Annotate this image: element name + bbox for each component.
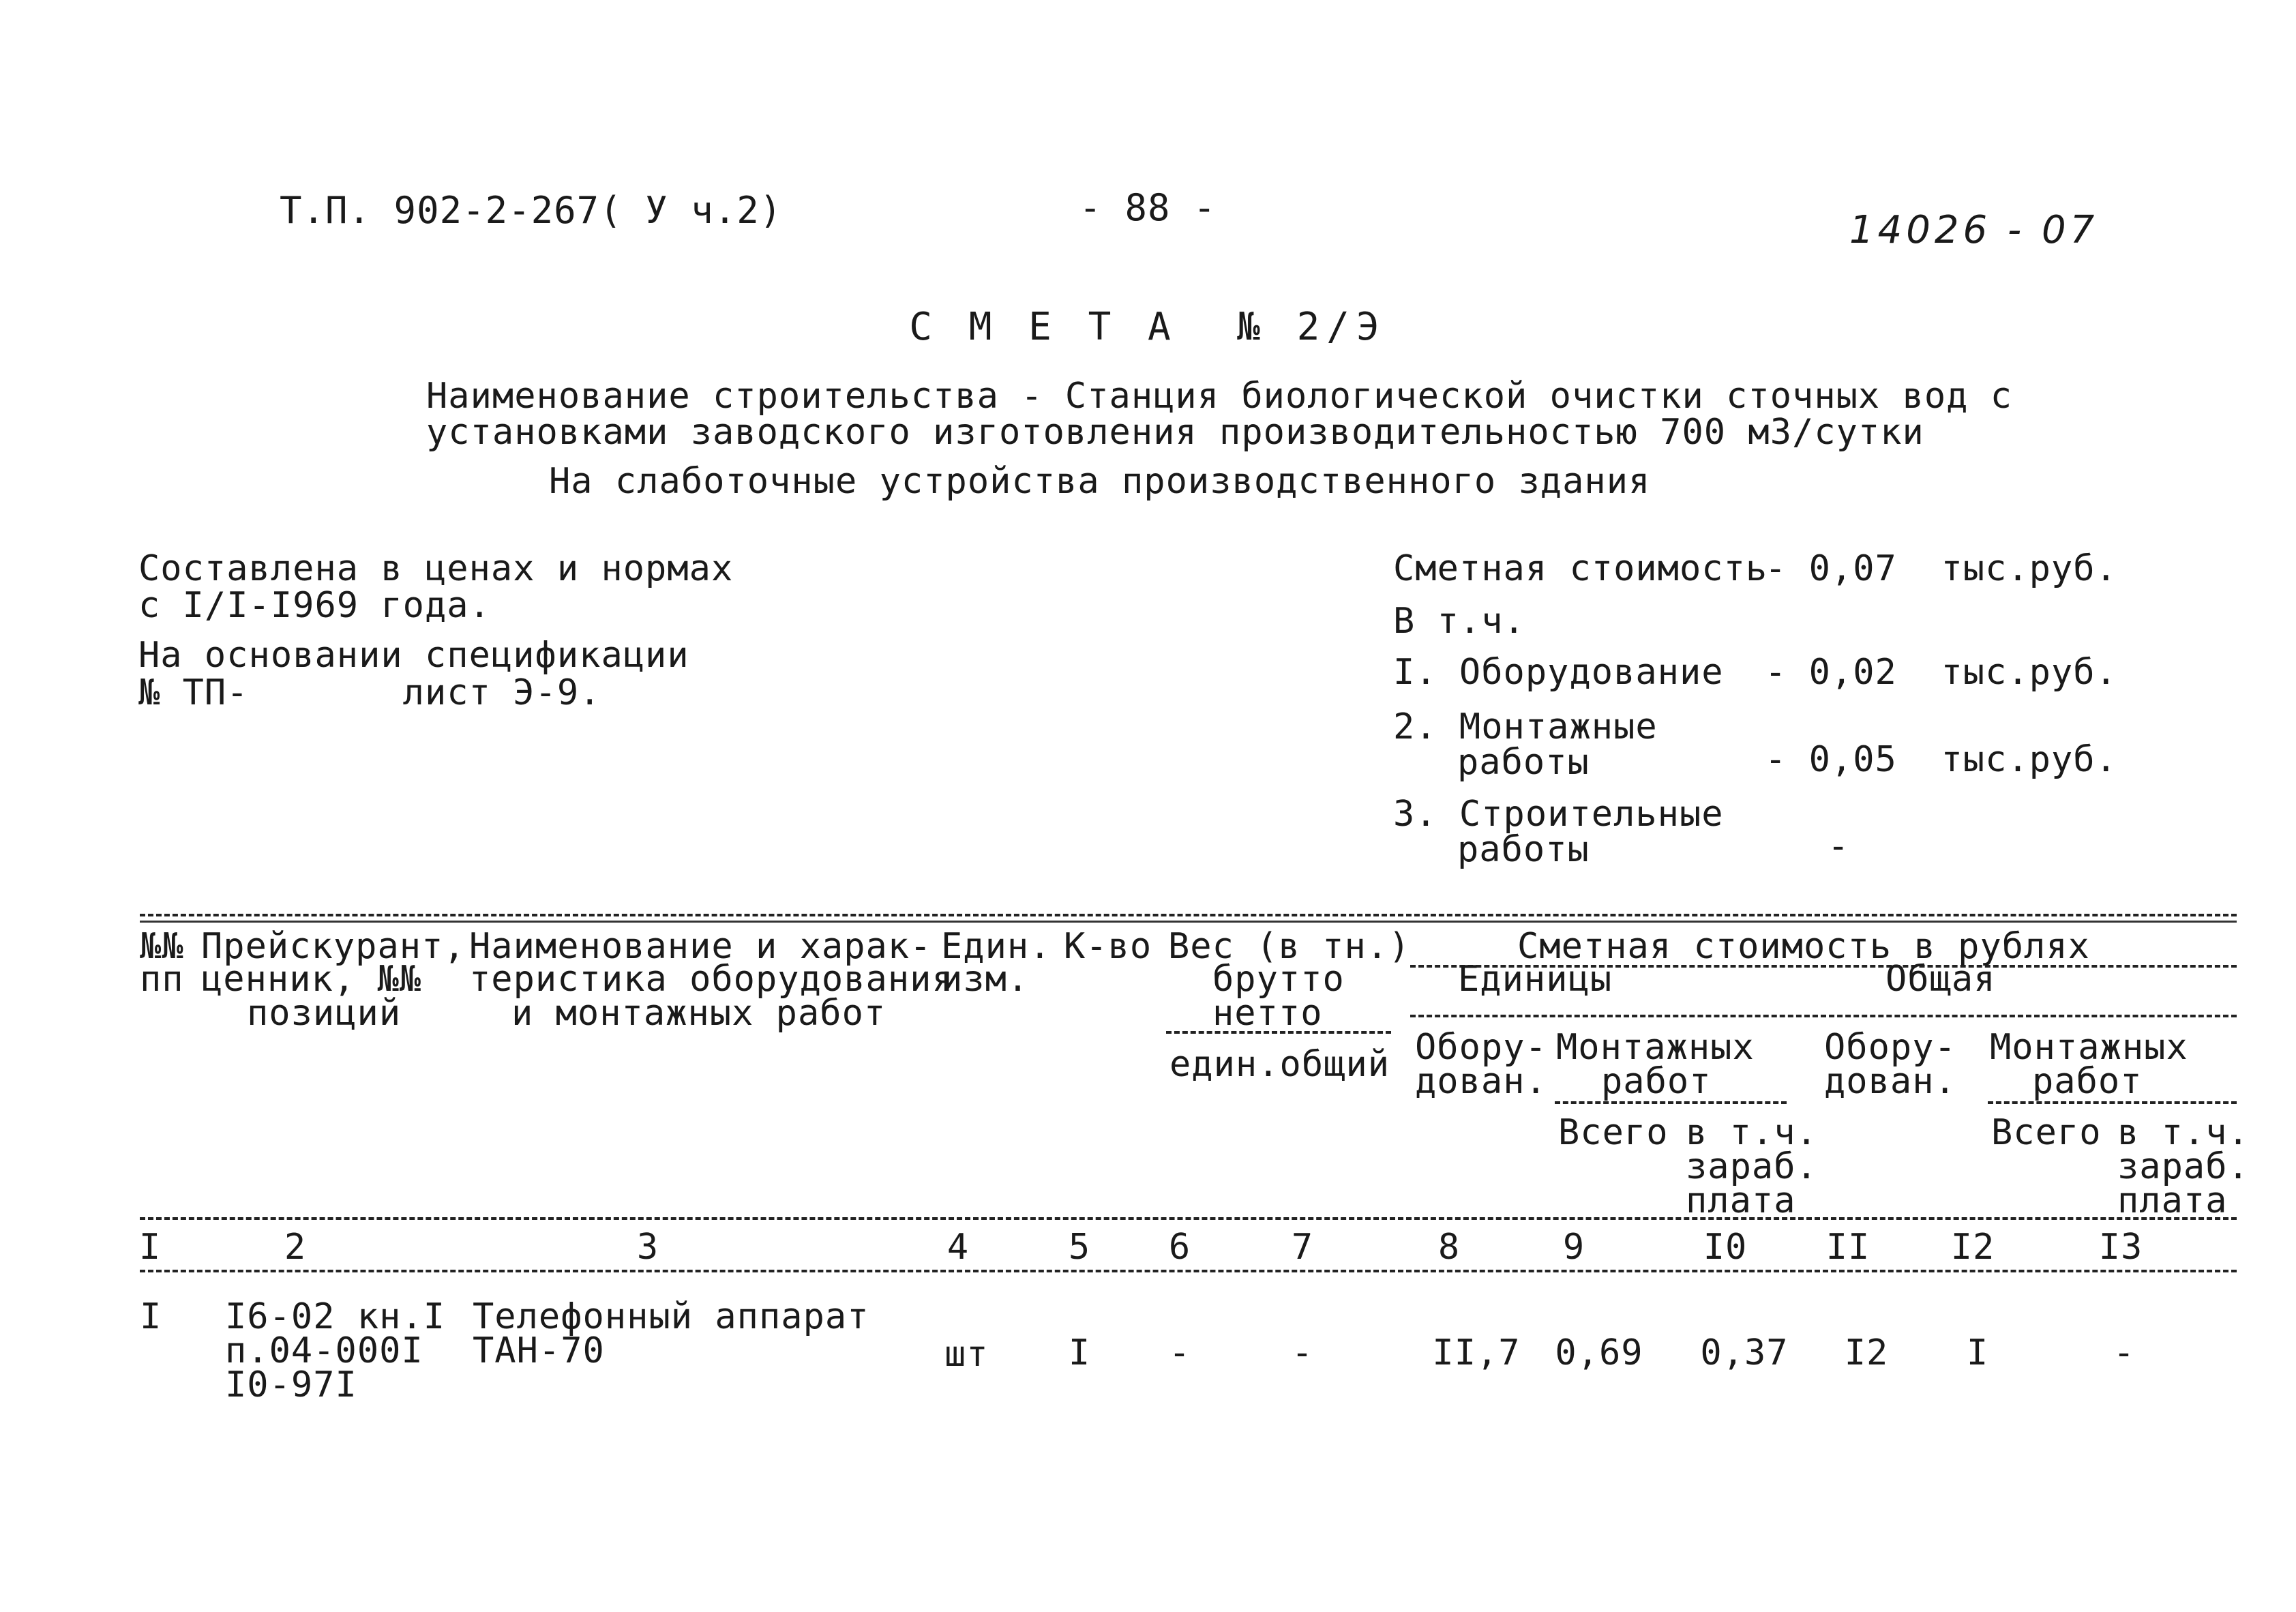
column-number: 4 (946, 1227, 970, 1268)
unit-total-rule (1410, 1015, 2237, 1017)
table-top-rule-inner (140, 921, 2237, 923)
header-quantity: К-во (1064, 926, 1152, 967)
row-total-mounting-total: I (1966, 1332, 1989, 1373)
page-number: - 88 - (1079, 186, 1217, 229)
row-name-line1: Телефонный аппарат (473, 1296, 869, 1337)
row-total-equipment: I2 (1844, 1332, 1889, 1373)
column-number: 2 (284, 1227, 307, 1268)
row-unit-mounting-wage: 0,37 (1700, 1332, 1789, 1373)
header-weight-unit-total: един.общий (1169, 1044, 1390, 1085)
header-total-incl-line1: в т.ч. (2117, 1112, 2250, 1153)
column-numbers-rule (140, 1270, 2237, 1272)
header-unit-incl-line3: плата (1686, 1180, 1796, 1221)
row-unit: шт (944, 1334, 989, 1375)
header-name-line3: и монтажных работ (511, 993, 886, 1034)
header-unit-line2: изм. (941, 959, 1030, 1000)
header-total-equipment-line1: Обору- (1824, 1027, 1956, 1068)
estimate-title: С М Е Т А № 2/Э (909, 305, 1386, 349)
row-quantity: I (1068, 1332, 1091, 1373)
header-weight-net: нетто (1212, 993, 1323, 1034)
header-total-incl-line3: плата (2117, 1180, 2228, 1221)
mounting-cost-value: - 0,05 тыс.руб. (1765, 739, 2117, 780)
header-weight: Вес (в тн.) (1168, 926, 1411, 967)
row-pricelist-line1: I6-02 кн.I (225, 1296, 446, 1337)
estimate-subject: На слаботочные устройства производственного здания (549, 461, 1651, 502)
header-total: Общая (1885, 959, 1996, 1000)
mounting-cost-label-line2: работы (1457, 742, 1590, 783)
construction-name-line2: установками заводского изготовления производительностью 700 м3/сутки (426, 412, 1924, 453)
column-number: II (1825, 1227, 1870, 1268)
row-pricelist-line3: I0-97I (225, 1364, 357, 1405)
header-total-mounting-line1: Монтажных (1990, 1027, 2188, 1068)
total-cost-label: Сметная стоимость (1393, 548, 1768, 589)
header-unit-incl-line2: зараб. (1686, 1146, 1818, 1187)
prices-basis-line2: с I/I-I969 года. (138, 585, 491, 626)
column-number: I0 (1703, 1227, 1748, 1268)
header-total-all: Всего (1991, 1112, 2102, 1153)
column-number: I3 (2098, 1227, 2143, 1268)
equipment-cost-value: - 0,02 тыс.руб. (1765, 652, 2117, 693)
column-number: 7 (1291, 1227, 1314, 1268)
document-reference: Т.П. 902-2-267( У ч.2) (280, 189, 783, 232)
header-pricelist-line3: позиций (247, 993, 402, 1034)
row-weight-total: - (1291, 1332, 1314, 1373)
row-unit-mounting-total: 0,69 (1555, 1332, 1643, 1373)
column-number: 9 (1562, 1227, 1585, 1268)
header-weight-gross: брутто (1212, 959, 1345, 1000)
header-number-line1: №№ (140, 926, 184, 967)
total-cost-value: - 0,07 тыс.руб. (1765, 548, 2117, 589)
row-name-line2: ТАН-70 (473, 1330, 605, 1371)
header-total-mounting-line2: работ (2032, 1061, 2143, 1102)
construction-cost-label-line1: 3. Строительные (1393, 794, 1724, 835)
prices-basis-line1: Составлена в ценах и нормах (138, 548, 734, 589)
row-number: I (140, 1296, 162, 1337)
header-name-line2: теристика оборудования (469, 959, 954, 1000)
header-pricelist-line2: ценник, №№ (201, 959, 422, 1000)
column-number: 8 (1437, 1227, 1461, 1268)
header-total-equipment-line2: дован. (1824, 1061, 1956, 1102)
archive-number: 14026 - 07 (1849, 208, 2099, 252)
header-unit-equipment-line2: дован. (1415, 1061, 1547, 1102)
column-number: 3 (636, 1227, 659, 1268)
construction-cost-value: - (1828, 826, 1850, 867)
header-units: Единицы (1458, 959, 1613, 1000)
header-cost-group: Сметная стоимость в рублях (1517, 926, 2090, 967)
header-unit-line1: Един. (941, 926, 1052, 967)
row-unit-equipment: II,7 (1432, 1332, 1521, 1373)
row-pricelist-line2: п.04-000I (225, 1330, 423, 1371)
mounting-cost-label-line1: 2. Монтажные (1393, 706, 1658, 747)
header-number-line2: пп (140, 959, 184, 1000)
row-weight-unit: - (1168, 1332, 1191, 1373)
header-unit-mounting-line2: работ (1601, 1061, 1712, 1102)
header-unit-mounting-line1: Монтажных (1556, 1027, 1755, 1068)
equipment-cost-label: I. Оборудование (1393, 652, 1724, 693)
header-total-incl-line2: зараб. (2117, 1146, 2250, 1187)
specification-line2: № ТП- лист Э-9. (138, 672, 601, 713)
header-unit-all: Всего (1558, 1112, 1669, 1153)
header-unit-incl-line1: в т.ч. (1686, 1112, 1818, 1153)
row-total-mounting-wage: - (2113, 1332, 2136, 1373)
including-label: В т.ч. (1393, 601, 1525, 642)
table-top-rule (140, 914, 2237, 916)
header-name-line1: Наименование и харак- (469, 926, 932, 967)
specification-line1: На основании спецификации (138, 635, 689, 676)
header-unit-equipment-line1: Обору- (1415, 1027, 1547, 1068)
column-number: 6 (1168, 1227, 1191, 1268)
column-number: I2 (1950, 1227, 1995, 1268)
column-number: 5 (1068, 1227, 1091, 1268)
column-number: I (138, 1227, 162, 1268)
construction-name-line1: Наименование строительства - Станция биологической очистки сточных вод с (426, 376, 2013, 417)
header-bottom-rule (140, 1217, 2237, 1220)
construction-cost-label-line2: работы (1457, 829, 1590, 870)
header-pricelist-line1: Прейскурант, (201, 926, 466, 967)
